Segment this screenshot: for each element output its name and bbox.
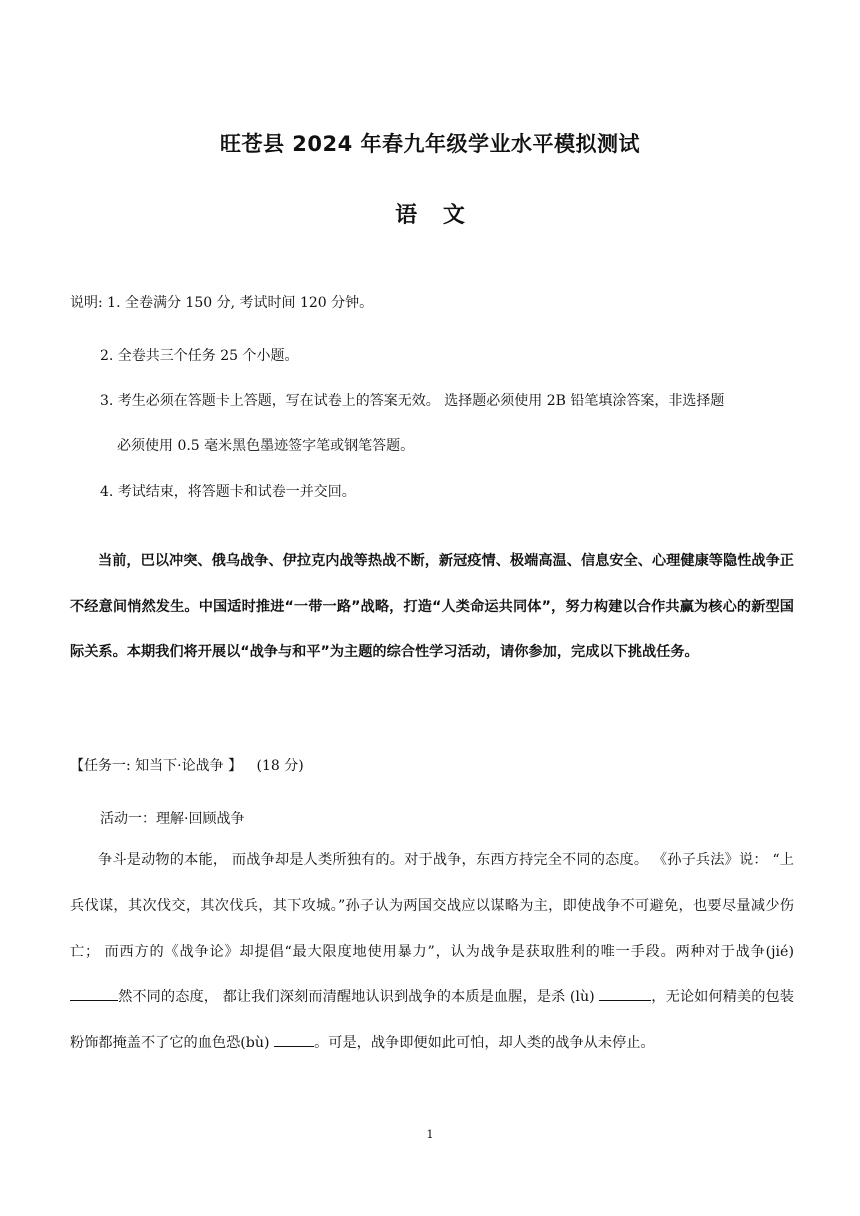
subject-title: 语 文 — [395, 203, 465, 228]
answer-blank-1[interactable] — [70, 986, 118, 1001]
reading-text-3: ，无论如何精美的包装粉饰都掩盖不了它的血色恐(bù) — [70, 989, 794, 1052]
note-line-2: 2. 全卷共三个任务 25 个小题。 — [100, 348, 299, 364]
note-line-3: 3. 考生必须在答题卡上答题，写在试卷上的答案无效。 选择题必须使用 2B 铅笔填涂答案，非选择题 — [100, 393, 725, 409]
answer-blank-2[interactable] — [599, 986, 651, 1001]
exam-title: 旺苍县 2024 年春九年级学业水平模拟测试 — [219, 132, 641, 156]
task-one-title: 【任务一: 知当下·论战争 】 — [70, 758, 243, 774]
answer-blank-3[interactable] — [274, 1032, 314, 1047]
note-line-3-cont: 必须使用 0.5 毫米黑色墨迹签字笔或钢笔答题。 — [117, 438, 415, 454]
note-line-4: 4. 考试结束，将答题卡和试卷一并交回。 — [100, 484, 356, 500]
task-one-heading — [70, 755, 304, 775]
task-one-score: (18 分) — [256, 758, 304, 774]
activity-one-title: 活动一：理解·回顾战争 — [100, 811, 245, 827]
reading-text-2: 然不同的态度， 都让我们深刻而清醒地认识到战争的本质是血腥，是杀 (lù) — [118, 989, 600, 1006]
note-line-1: 说明: 1. 全卷满分 150 分, 考试时间 120 分钟。 — [70, 295, 374, 311]
reading-text-1: 争斗是动物的本能， 而战争却是人类所独有的。对于战争，东西方持完全不同的态度。 《孙子兵法》说： “上兵伐谋，其次伐交，其次伐兵，其下攻城。”孙子认为两国交战应以谋略为主，即使战争不可避免，也要尽量减少伤亡； 而西方的《战争论》却提倡“最大限度地使用暴力”，认为战争是获取胜利的唯一手段。两种对于战争(jié) — [70, 852, 794, 960]
intro-paragraph: 当前，巴以冲突、俄乌战争、伊拉克内战等热战不断，新冠疫情、极端高温、信息安全、心理健康等隐性战争正不经意间悄然发生。中国适时推进“一带一路”战略，打造“人类命运共同体”，努力构建以合作共赢为核心的新型国际关系。本期我们将开展以“战争与和平”为主题的综合性学习活动，请你参加，完成以下挑战任务。 — [70, 553, 794, 660]
reading-paragraph — [70, 838, 794, 1067]
reading-text-4: 。可是，战争即便如此可怕，却人类的战争从未停止。 — [314, 1035, 655, 1052]
page-number: 1 — [426, 1128, 434, 1141]
